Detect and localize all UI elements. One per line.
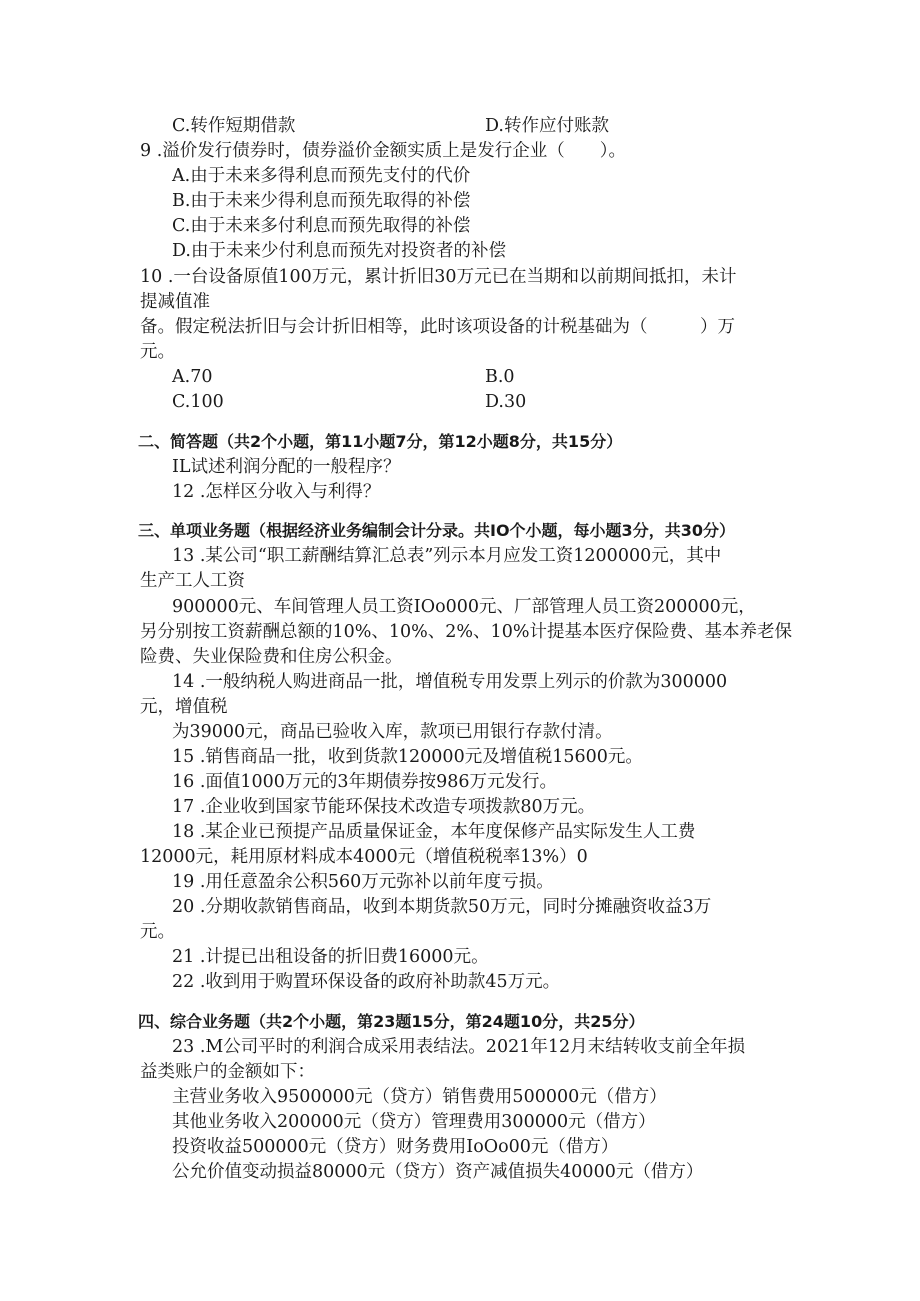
q23-account-row-1: 主营业务收入9500000元（贷方）销售费用500000元（借方）: [172, 1087, 667, 1107]
q10-option-b: B.0: [485, 367, 515, 387]
q10-stem-line1: 10 .一台设备原值100万元，累计折旧30万元已在当期和以前期间抵扣，未计: [140, 267, 737, 287]
q10-stem-line4: 元。: [140, 342, 175, 362]
q21: 21 .计提已出租设备的折旧费16000元。: [172, 947, 489, 967]
q9-option-c: C.由于未来多付利息而预先取得的补偿: [172, 216, 471, 236]
q13-line3: 900000元、车间管理人员工资IOo000元、厂部管理人员工资200000元，: [172, 597, 756, 617]
q8-option-c: C.转作短期借款: [172, 116, 296, 136]
q18-line1: 18 .某企业已预提产品质量保证金，本年度保修产品实际发生人工费: [172, 822, 696, 842]
q12: 12 .怎样区分收入与利得？: [172, 482, 381, 502]
q22: 22 .收到用于购置环保设备的政府补助款45万元。: [172, 972, 561, 992]
q10-option-d: D.30: [485, 392, 527, 412]
q15: 15 .销售商品一批，收到货款120000元及增值税15600元。: [172, 747, 643, 767]
q23-line2: 益类账户的金额如下：: [140, 1062, 315, 1082]
q13-line2: 生产工人工资: [140, 571, 245, 591]
q10-stem-line3: 备。假定税法折旧与会计折旧相等，此时该项设备的计税基础为（ ）万: [140, 317, 735, 337]
q20-line2: 元。: [140, 922, 175, 942]
q9-stem: 9 .溢价发行债券时，债券溢价金额实质上是发行企业（ ）。: [140, 141, 627, 161]
q23-line1: 23 .M公司平时的利润合成采用表结法。2021年12月末结转收支前全年损: [172, 1037, 746, 1057]
q11: IL试述利润分配的一般程序？: [172, 457, 401, 477]
q10-stem-line2: 提减值准: [140, 292, 210, 312]
q20-line1: 20 .分期收款销售商品，收到本期货款50万元，同时分摊融资收益3万: [172, 897, 712, 917]
q19: 19 .用任意盈余公积560万元弥补以前年度亏损。: [172, 872, 554, 892]
q23-account-row-2: 其他业务收入200000元（贷方）管理费用300000元（借方）: [172, 1112, 656, 1132]
q14-line1: 14 .一般纳税人购进商品一批，增值税专用发票上列示的价款为300000: [172, 672, 728, 692]
q13-line1: 13 .某公司“职工薪酬结算汇总表”列示本月应发工资1200000元，其中: [172, 546, 722, 566]
q18-line2: 12000元，耗用原材料成本4000元（增值税税率13%）0: [140, 847, 588, 867]
section-4-heading: 四、综合业务题（共2个小题，第23题15分，第24题10分，共25分）: [138, 1012, 645, 1031]
q13-line5: 险费、失业保险费和住房公积金。: [140, 647, 403, 667]
q23-account-row-3: 投资收益500000元（贷方）财务费用IoOo00元（借方）: [172, 1137, 619, 1157]
q9-option-b: B.由于未来少得利息而预先取得的补偿: [172, 191, 471, 211]
q10-option-a: A.70: [172, 367, 213, 387]
q14-line3: 为39000元，商品已验收入库，款项已用银行存款付清。: [172, 722, 613, 742]
q8-option-d: D.转作应付账款: [485, 116, 609, 136]
q13-line4: 另分别按工资薪酬总额的10%、10%、2%、10%计提基本医疗保险费、基本养老保: [140, 622, 792, 642]
q10-option-c: C.100: [172, 392, 224, 412]
q16: 16 .面值1000万元的3年期债券按986万元发行。: [172, 772, 557, 792]
q9-option-d: D.由于未来少付利息而预先对投资者的补偿: [172, 241, 506, 261]
q9-option-a: A.由于未来多得利息而预先支付的代价: [172, 166, 471, 186]
q17: 17 .企业收到国家节能环保技术改造专项拨款80万元。: [172, 797, 596, 817]
section-2-heading: 二、简答题（共2个小题，第11小题7分，第12小题8分，共15分）: [138, 432, 623, 451]
q23-account-row-4: 公允价值变动损益80000元（贷方）资产减值损失40000元（借方）: [172, 1162, 704, 1182]
q14-line2: 元，增值税: [140, 697, 228, 717]
section-3-heading: 三、单项业务题（根据经济业务编制会计分录。共IO个小题，每小题3分，共30分）: [138, 521, 735, 540]
